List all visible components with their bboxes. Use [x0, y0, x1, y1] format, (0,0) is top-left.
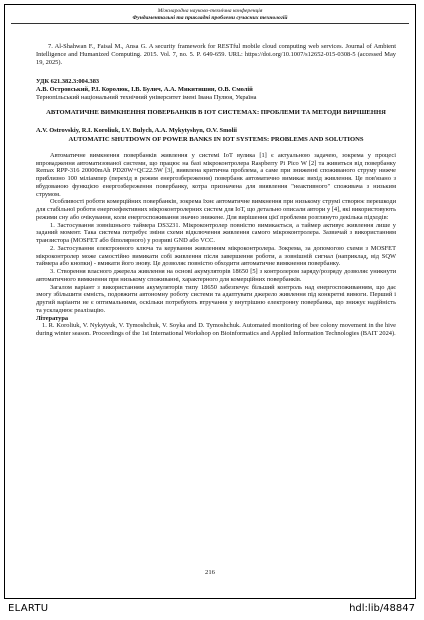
conference-line: Міжнародна науково-технічна конференція [157, 8, 263, 14]
conference-title: Фундаментальні та прикладні проблеми сучасних технологій [132, 15, 288, 21]
paragraph: Автоматичне вимкнення повербанків живлення у системі IoT вулика [1] є актуальною задачею, зокрема у процесі впровадження автоматизованої системи, що працює на базі мікроконтролера Raspberry Pi Pico W [2] та живиться від повербанку Remax RPP-316 20000mAh PD20W+QC22.5W [3], виявлена критична проблема, а саме при зниженні споживаного струму нижче приблизно 100 міліампер (перехід в режим енергозбереження) повербанк автоматично вимикає вихід живлення. Це пов'язано з вбудованою функцією енергозбереження повербанку, котра призначена для виявлення "неактивного" споживача з низьким струмом. [36, 151, 396, 198]
page-content [36, 43, 396, 338]
repository-footer [0, 600, 424, 620]
article-body [36, 152, 396, 338]
conference-header [11, 8, 409, 24]
paragraph: 2. Застосування електронного ключа та керування живленням мікроконтролера. Зокрема, за допомогою схеми з MOSFET мікроконтролер може самостійно вимикати собі живлення після завершення роботи, а зовнішній сигнал (наприклад, від SQW таймера або кнопки) - вмикати його знову. Це дозволяє повністю обходити автоматичне вимкнення повербанку. [36, 244, 396, 268]
title-en: AUTOMATIC SHUTDOWN OF POWER BANKS IN IOT SYSTEMS: PROBLEMS AND SOLUTIONS [68, 135, 364, 143]
title-ua: АВТОМАТИЧНЕ ВИМКНЕННЯ ПОВЕРБАНКІВ В ІОТ СИСТЕМАХ: ПРОБЛЕМИ ТА МЕТОДИ ВИРІШЕННЯ [46, 109, 386, 117]
paragraph: 1. Застосування зовнішнього таймера DS3231. Мікроконтролер повністю вимикається, а таймер активує живлення лише у заданий момент. Така система потребує зміни схеми відключення живлення самого мікроконтролера. Зазвичай з використанням транзистора (MOSFET або біполярного) у розриві GND або VCC. [36, 221, 396, 245]
udc-code: УДК 621.382.3:004.383 [36, 78, 100, 86]
document-page [4, 4, 416, 599]
previous-reference: 7. Al-Shahwan F., Faisal M., Ansa G. A security framework for RESTful mobile cloud computing web services. Journal of Ambient Intelligence and Humanized Computing. 2015. Vol. 7, no. 5. P. 649-659. URL: https://doi.org/10.1007/s12652-015-0308-5 (accessed May 19, 2025). [36, 43, 396, 66]
authors-en: A.V. Ostrovskiy, R.I. Koroliuk, I.V. Bulych, A.A. Mykytyshyn, O.V. Smolii [36, 127, 237, 135]
repository-name: ELARTU [8, 603, 49, 614]
paragraph: Особливості роботи комерційних повербанків, зокрема їхнє автоматичне вимкнення при низькому струмі створює перешкоди для стабільної роботи енергоефективних мікроконтролерних систем для IoT, що детально описали автори у [4], які використовують режими сну або очікування, коли енергоспоживання значно знижене. Для вирішення цієї проблеми розглянуто декілька підходів: [36, 198, 396, 221]
affiliation: Тернопільський національний технічний університет імені Івана Пулюя, Україна [36, 93, 257, 101]
literature-item: 1. R. Koroliuk, V. Nykytyuk, V. Tymoshchuk, V. Soyka and D. Tymoshchuk. Automated monitoring of bee colony movement in the hive during winter season. Proceedings of the 1st International Workshop on Bioinformatics and Applied Information Technologies (BAIT 2024). [36, 322, 396, 337]
paragraph: 3. Створення власного джерела живлення на основі акумуляторів 18650 [5] з контролером заряду/розряду дозволяє уникнути автоматичного вимкнення при низькому споживанні, характерного для комерційних повербанків. [36, 268, 396, 283]
paragraph: Загалом варіант з використанням акумуляторів типу 18650 забезпечує більший контроль над енергоспоживанням, що дає змогу збільшити ємність, подовжити автономну роботу системи та адаптувати джерело живлення під конкретні вимоги. Перший і другий варіанти не є оптимальними, оскільки потребують втручання у внутрішню електронну повербанка, що знижує надійність та ускладнює реалізацію. [36, 283, 396, 314]
authors-ua: А.В. Островський, Р.І. Королюк, І.В. Булич, А.А. Микитишин, О.В. Смолій [36, 85, 253, 93]
page-number: 216 [205, 569, 215, 576]
literature-heading: Література [36, 314, 69, 322]
handle-id: hdl:lib/48847 [349, 603, 415, 614]
